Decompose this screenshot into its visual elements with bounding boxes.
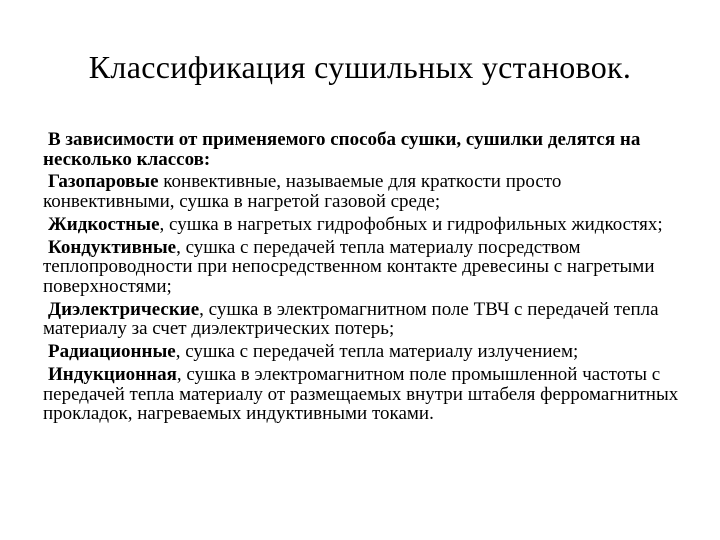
term-label: Индукционная <box>48 364 177 385</box>
intro-paragraph: В зависимости от применяемого способа сушки, сушилки делятся на несколько классов: <box>43 129 641 170</box>
term-description: , сушка с передачей тепла материалу посредством теплопроводности при непосредственном контакте древесины с нагретыми поверхностями; <box>43 236 655 297</box>
slide-body <box>43 130 683 427</box>
list-item-dielectric <box>43 300 683 339</box>
list-item-conductive <box>43 238 683 297</box>
term-description: , сушка в электромагнитном поле промышленной частоты с передачей тепла материалу от размещаемых внутри штабеля ферромагнитных прокладок, нагреваемых индуктивными токами. <box>43 364 679 424</box>
list-item-gas-steam <box>43 172 683 211</box>
term-description: конвективные, называемые для краткости просто конвективными, сушка в нагретой газовой среде; <box>43 171 562 212</box>
term-label: Газопаровые <box>48 171 159 192</box>
term-description: , сушка в нагретых гидрофобных и гидрофильных жидкостях; <box>159 213 663 235</box>
page-title: Классификация сушильных установок. <box>88 49 632 85</box>
list-item-radiation <box>43 342 683 362</box>
term-label: Радиационные <box>48 341 176 362</box>
list-item-liquid <box>43 215 683 235</box>
term-label: Кондуктивные <box>48 236 177 258</box>
term-label: Диэлектрические <box>48 298 200 320</box>
term-description: , сушка с передачей тепла материалу излучением; <box>175 341 579 362</box>
list-item-induction <box>43 365 683 424</box>
term-label: Жидкостные <box>48 213 160 235</box>
term-description: , сушка в электромагнитном поле ТВЧ с передачей тепла материалу за счет диэлектрических потерь; <box>43 298 659 339</box>
